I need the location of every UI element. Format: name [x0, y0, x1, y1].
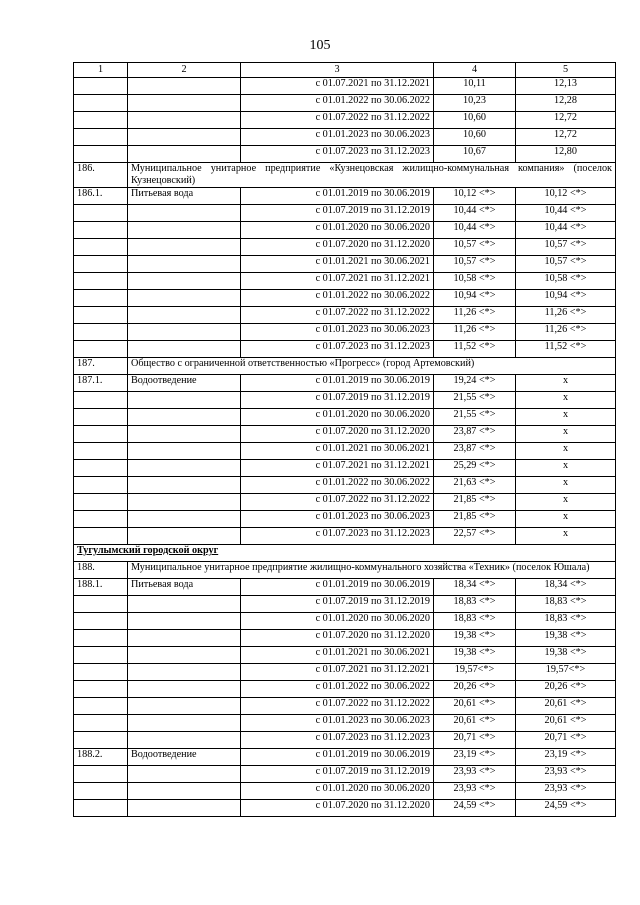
service-name — [128, 800, 241, 817]
period-cell: с 01.07.2023 по 31.12.2023 — [241, 732, 434, 749]
tariff-value-col4: 10,94 <*> — [434, 290, 516, 307]
row-number — [74, 112, 128, 129]
tariff-value-col4: 24,59 <*> — [434, 800, 516, 817]
service-name — [128, 732, 241, 749]
header-cell: 2 — [128, 63, 241, 78]
period-cell: с 01.07.2022 по 31.12.2022 — [241, 494, 434, 511]
tariff-value-col5: х — [516, 460, 616, 477]
tariff-value-col4: 11,52 <*> — [434, 341, 516, 358]
tariff-value-col5: 10,57 <*> — [516, 239, 616, 256]
row-number — [74, 528, 128, 545]
row-number — [74, 341, 128, 358]
tariff-value-col4: 20,61 <*> — [434, 698, 516, 715]
service-name — [128, 256, 241, 273]
service-name — [128, 494, 241, 511]
tariff-value-col4: 20,61 <*> — [434, 715, 516, 732]
row-number — [74, 95, 128, 112]
period-cell: с 01.01.2022 по 30.06.2022 — [241, 477, 434, 494]
header-cell: 1 — [74, 63, 128, 78]
period-cell: с 01.07.2020 по 31.12.2020 — [241, 239, 434, 256]
period-cell: с 01.01.2020 по 30.06.2020 — [241, 613, 434, 630]
period-cell: с 01.01.2023 по 30.06.2023 — [241, 129, 434, 146]
row-number — [74, 205, 128, 222]
table-row — [74, 766, 616, 783]
tariff-value-col5: 11,52 <*> — [516, 341, 616, 358]
tariff-value-col5: 10,44 <*> — [516, 205, 616, 222]
tariff-value-col5: 12,80 — [516, 146, 616, 163]
period-cell: с 01.01.2019 по 30.06.2019 — [241, 579, 434, 596]
service-name — [128, 78, 241, 95]
table-row — [74, 256, 616, 273]
service-name — [128, 511, 241, 528]
tariff-value-col5: х — [516, 392, 616, 409]
tariff-value-col4: 10,12 <*> — [434, 188, 516, 205]
table-row — [74, 392, 616, 409]
tariff-value-col5: 10,94 <*> — [516, 290, 616, 307]
row-number — [74, 409, 128, 426]
tariff-value-col4: 22,57 <*> — [434, 528, 516, 545]
tariff-value-col5: 12,13 — [516, 78, 616, 95]
row-number — [74, 511, 128, 528]
tariff-value-col4: 10,57 <*> — [434, 239, 516, 256]
table-row — [74, 78, 616, 95]
service-name — [128, 647, 241, 664]
service-name — [128, 630, 241, 647]
table-row — [74, 460, 616, 477]
tariff-value-col4: 19,57<*> — [434, 664, 516, 681]
service-name — [128, 613, 241, 630]
service-name — [128, 477, 241, 494]
tariff-value-col4: 18,83 <*> — [434, 613, 516, 630]
row-number — [74, 494, 128, 511]
period-cell: с 01.07.2022 по 31.12.2022 — [241, 112, 434, 129]
period-cell: с 01.07.2021 по 31.12.2021 — [241, 460, 434, 477]
service-name — [128, 426, 241, 443]
period-cell: с 01.01.2022 по 30.06.2022 — [241, 95, 434, 112]
period-cell: с 01.01.2023 по 30.06.2023 — [241, 324, 434, 341]
period-cell: с 01.01.2019 по 30.06.2019 — [241, 749, 434, 766]
tariff-value-col4: 21,55 <*> — [434, 392, 516, 409]
table-row — [74, 222, 616, 239]
period-cell: с 01.01.2022 по 30.06.2022 — [241, 290, 434, 307]
district-row — [74, 545, 616, 562]
tariff-value-col4: 18,83 <*> — [434, 596, 516, 613]
tariff-value-col5: 20,61 <*> — [516, 698, 616, 715]
table-row — [74, 112, 616, 129]
row-number — [74, 129, 128, 146]
service-name — [128, 146, 241, 163]
tariff-value-col5: х — [516, 375, 616, 392]
table-row — [74, 443, 616, 460]
row-number — [74, 647, 128, 664]
service-name — [128, 596, 241, 613]
page-number: 105 — [309, 38, 331, 53]
header-cell: 5 — [516, 63, 616, 78]
tariff-value-col4: 10,67 — [434, 146, 516, 163]
service-name: Питьевая вода — [128, 188, 241, 205]
row-number — [74, 800, 128, 817]
period-cell: с 01.01.2021 по 30.06.2021 — [241, 647, 434, 664]
table-row — [74, 477, 616, 494]
row-number — [74, 146, 128, 163]
period-cell: с 01.07.2022 по 31.12.2022 — [241, 307, 434, 324]
period-cell: с 01.07.2020 по 31.12.2020 — [241, 426, 434, 443]
tariff-value-col4: 20,71 <*> — [434, 732, 516, 749]
tariff-value-col5: 10,58 <*> — [516, 273, 616, 290]
row-number — [74, 290, 128, 307]
tariff-value-col5: х — [516, 477, 616, 494]
service-name — [128, 222, 241, 239]
tariff-value-col5: 20,71 <*> — [516, 732, 616, 749]
period-cell: с 01.01.2021 по 30.06.2021 — [241, 443, 434, 460]
tariff-value-col4: 11,26 <*> — [434, 307, 516, 324]
table-row — [74, 681, 616, 698]
row-number — [74, 222, 128, 239]
service-name — [128, 783, 241, 800]
service-name — [128, 698, 241, 715]
row-number — [74, 443, 128, 460]
period-cell: с 01.07.2023 по 31.12.2023 — [241, 341, 434, 358]
tariff-value-col4: 10,44 <*> — [434, 205, 516, 222]
row-number — [74, 766, 128, 783]
period-cell: с 01.01.2020 по 30.06.2020 — [241, 783, 434, 800]
tariff-value-col5: 12,72 — [516, 112, 616, 129]
table-row — [74, 273, 616, 290]
period-cell: с 01.01.2020 по 30.06.2020 — [241, 409, 434, 426]
table-row — [74, 307, 616, 324]
period-cell: с 01.07.2019 по 31.12.2019 — [241, 392, 434, 409]
row-number — [74, 732, 128, 749]
tariff-value-col5: х — [516, 511, 616, 528]
table-row — [74, 800, 616, 817]
row-number — [74, 698, 128, 715]
table-row — [74, 664, 616, 681]
period-cell: с 01.07.2021 по 31.12.2021 — [241, 78, 434, 95]
table-row — [74, 95, 616, 112]
row-number — [74, 78, 128, 95]
tariff-value-col5: 12,28 — [516, 95, 616, 112]
service-name — [128, 681, 241, 698]
tariff-value-col5: 10,12 <*> — [516, 188, 616, 205]
table-row — [74, 324, 616, 341]
row-number: 186. — [74, 163, 128, 188]
service-name — [128, 324, 241, 341]
row-number: 188.2. — [74, 749, 128, 766]
period-cell: с 01.01.2022 по 30.06.2022 — [241, 681, 434, 698]
tariff-value-col4: 19,24 <*> — [434, 375, 516, 392]
header-cell: 3 — [241, 63, 434, 78]
service-name: Водоотведение — [128, 375, 241, 392]
tariff-value-col4: 10,60 — [434, 129, 516, 146]
organization-name: Общество с ограниченной ответственностью «Прогресс» (город Артемовский) — [128, 358, 616, 375]
table-row — [74, 426, 616, 443]
row-number — [74, 273, 128, 290]
table-row — [74, 528, 616, 545]
tariff-value-col5: 23,19 <*> — [516, 749, 616, 766]
row-number — [74, 324, 128, 341]
table-row — [74, 596, 616, 613]
tariff-value-col5: 19,38 <*> — [516, 630, 616, 647]
tariff-value-col4: 21,55 <*> — [434, 409, 516, 426]
tariff-value-col5: 10,44 <*> — [516, 222, 616, 239]
tariff-value-col4: 19,38 <*> — [434, 630, 516, 647]
table-row — [74, 783, 616, 800]
service-name: Водоотведение — [128, 749, 241, 766]
tariff-value-col5: 18,34 <*> — [516, 579, 616, 596]
table-row — [74, 579, 616, 596]
tariff-value-col4: 18,34 <*> — [434, 579, 516, 596]
row-number — [74, 783, 128, 800]
tariff-table — [73, 62, 616, 817]
service-name — [128, 129, 241, 146]
table-row — [74, 715, 616, 732]
table-row — [74, 698, 616, 715]
service-name — [128, 443, 241, 460]
table-row — [74, 647, 616, 664]
tariff-value-col5: 12,72 — [516, 129, 616, 146]
tariff-value-col5: х — [516, 528, 616, 545]
service-name — [128, 112, 241, 129]
service-name — [128, 95, 241, 112]
period-cell: с 01.07.2019 по 31.12.2019 — [241, 596, 434, 613]
table-row — [74, 146, 616, 163]
tariff-value-col5: х — [516, 494, 616, 511]
table-row — [74, 290, 616, 307]
tariff-value-col4: 21,63 <*> — [434, 477, 516, 494]
row-number: 188.1. — [74, 579, 128, 596]
tariff-value-col4: 10,11 — [434, 78, 516, 95]
tariff-value-col5: 23,93 <*> — [516, 783, 616, 800]
tariff-value-col4: 23,93 <*> — [434, 766, 516, 783]
tariff-value-col5: 23,93 <*> — [516, 766, 616, 783]
period-cell: с 01.07.2020 по 31.12.2020 — [241, 800, 434, 817]
tariff-value-col4: 23,87 <*> — [434, 443, 516, 460]
tariff-value-col4: 10,23 — [434, 95, 516, 112]
period-cell: с 01.07.2019 по 31.12.2019 — [241, 205, 434, 222]
tariff-value-col4: 10,58 <*> — [434, 273, 516, 290]
row-number — [74, 715, 128, 732]
tariff-value-col5: 11,26 <*> — [516, 324, 616, 341]
row-number — [74, 392, 128, 409]
tariff-value-col5: 19,38 <*> — [516, 647, 616, 664]
tariff-value-col4: 10,60 — [434, 112, 516, 129]
tariff-value-col5: 18,83 <*> — [516, 596, 616, 613]
tariff-value-col4: 21,85 <*> — [434, 511, 516, 528]
table-row — [74, 613, 616, 630]
tariff-value-col5: 20,26 <*> — [516, 681, 616, 698]
tariff-value-col4: 23,93 <*> — [434, 783, 516, 800]
period-cell: с 01.07.2020 по 31.12.2020 — [241, 630, 434, 647]
tariff-value-col5: х — [516, 409, 616, 426]
tariff-value-col5: 19,57<*> — [516, 664, 616, 681]
organization-name: Муниципальное унитарное предприятие «Кузнецовская жилищно-коммунальная компания» (поселок Кузнецовский) — [128, 163, 616, 188]
row-number — [74, 426, 128, 443]
service-name — [128, 341, 241, 358]
row-number — [74, 239, 128, 256]
row-number: 186.1. — [74, 188, 128, 205]
tariff-value-col4: 19,38 <*> — [434, 647, 516, 664]
table-row — [74, 341, 616, 358]
period-cell: с 01.07.2021 по 31.12.2021 — [241, 273, 434, 290]
row-number — [74, 596, 128, 613]
header-row — [74, 63, 616, 78]
period-cell: с 01.01.2023 по 30.06.2023 — [241, 511, 434, 528]
row-number — [74, 664, 128, 681]
table-row — [74, 630, 616, 647]
table-row — [74, 732, 616, 749]
service-name — [128, 766, 241, 783]
header-cell: 4 — [434, 63, 516, 78]
tariff-value-col5: 20,61 <*> — [516, 715, 616, 732]
table-row — [74, 749, 616, 766]
service-name — [128, 392, 241, 409]
table-row — [74, 409, 616, 426]
row-number — [74, 460, 128, 477]
service-name — [128, 715, 241, 732]
district-name: Тугулымский городской округ — [74, 545, 616, 562]
period-cell: с 01.01.2019 по 30.06.2019 — [241, 375, 434, 392]
period-cell: с 01.01.2023 по 30.06.2023 — [241, 715, 434, 732]
organization-row — [74, 358, 616, 375]
service-name — [128, 239, 241, 256]
row-number — [74, 613, 128, 630]
period-cell: с 01.01.2019 по 30.06.2019 — [241, 188, 434, 205]
tariff-value-col5: х — [516, 443, 616, 460]
row-number — [74, 307, 128, 324]
table-row — [74, 511, 616, 528]
period-cell: с 01.07.2021 по 31.12.2021 — [241, 664, 434, 681]
tariff-value-col4: 20,26 <*> — [434, 681, 516, 698]
row-number: 188. — [74, 562, 128, 579]
period-cell: с 01.07.2022 по 31.12.2022 — [241, 698, 434, 715]
tariff-value-col4: 21,85 <*> — [434, 494, 516, 511]
service-name — [128, 290, 241, 307]
tariff-value-col4: 23,87 <*> — [434, 426, 516, 443]
tariff-value-col5: 18,83 <*> — [516, 613, 616, 630]
organization-name: Муниципальное унитарное предприятие жилищно-коммунального хозяйства «Техник» (поселок Юшала) — [128, 562, 616, 579]
organization-row — [74, 562, 616, 579]
row-number — [74, 256, 128, 273]
tariff-value-col4: 10,44 <*> — [434, 222, 516, 239]
tariff-value-col5: 24,59 <*> — [516, 800, 616, 817]
table-row — [74, 375, 616, 392]
period-cell: с 01.01.2021 по 30.06.2021 — [241, 256, 434, 273]
table-row — [74, 129, 616, 146]
row-number — [74, 477, 128, 494]
service-name — [128, 460, 241, 477]
period-cell: с 01.01.2020 по 30.06.2020 — [241, 222, 434, 239]
table-row — [74, 205, 616, 222]
tariff-value-col5: 11,26 <*> — [516, 307, 616, 324]
row-number — [74, 630, 128, 647]
service-name: Питьевая вода — [128, 579, 241, 596]
row-number: 187. — [74, 358, 128, 375]
table-row — [74, 239, 616, 256]
service-name — [128, 205, 241, 222]
service-name — [128, 273, 241, 290]
tariff-value-col4: 25,29 <*> — [434, 460, 516, 477]
tariff-value-col5: 10,57 <*> — [516, 256, 616, 273]
tariff-value-col5: х — [516, 426, 616, 443]
tariff-value-col4: 11,26 <*> — [434, 324, 516, 341]
table-row — [74, 494, 616, 511]
row-number — [74, 681, 128, 698]
service-name — [128, 409, 241, 426]
service-name — [128, 664, 241, 681]
period-cell: с 01.07.2023 по 31.12.2023 — [241, 146, 434, 163]
table-row — [74, 188, 616, 205]
organization-row — [74, 163, 616, 188]
service-name — [128, 307, 241, 324]
period-cell: с 01.07.2019 по 31.12.2019 — [241, 766, 434, 783]
tariff-value-col4: 23,19 <*> — [434, 749, 516, 766]
row-number: 187.1. — [74, 375, 128, 392]
service-name — [128, 528, 241, 545]
period-cell: с 01.07.2023 по 31.12.2023 — [241, 528, 434, 545]
tariff-value-col4: 10,57 <*> — [434, 256, 516, 273]
